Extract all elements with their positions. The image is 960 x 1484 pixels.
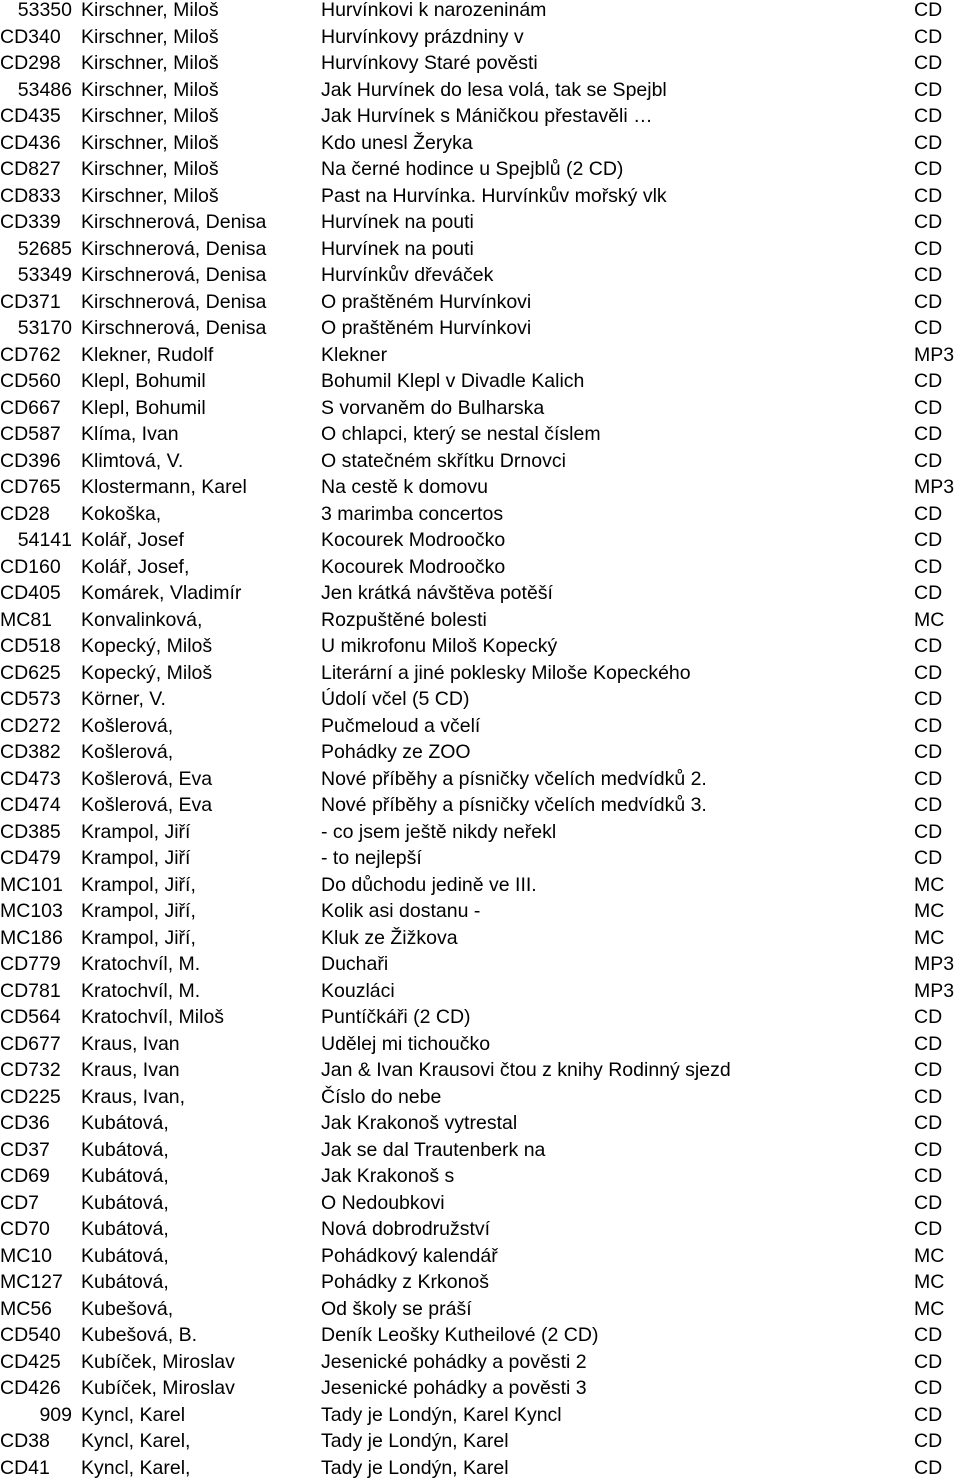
list-item: [0, 663, 960, 690]
media-format: CD: [914, 769, 942, 789]
list-item: [0, 292, 960, 319]
catalog-code: CD435: [0, 106, 72, 126]
media-format: CD: [914, 451, 942, 471]
media-format: CD: [914, 636, 942, 656]
media-format: CD: [914, 106, 942, 126]
catalog-code: CD396: [0, 451, 72, 471]
media-format: MC: [914, 1299, 944, 1319]
media-format: CD: [914, 848, 942, 868]
list-item: [0, 398, 960, 425]
list-item: [0, 133, 960, 160]
list-item: [0, 901, 960, 928]
list-item: [0, 583, 960, 610]
list-item: [0, 610, 960, 637]
record-title: Puntíčkáři (2 CD): [321, 1007, 471, 1027]
record-title: Kocourek Modroočko: [321, 530, 505, 550]
author-name: Kirschnerová, Denisa: [81, 212, 266, 232]
list-item: [0, 1219, 960, 1246]
record-title: Udělej mi tichoučko: [321, 1034, 490, 1054]
record-title: Pučmeloud a včelí: [321, 716, 480, 736]
catalog-code: CD587: [0, 424, 72, 444]
author-name: Kokoška,: [81, 504, 161, 524]
media-format: CD: [914, 1193, 942, 1213]
list-item: [0, 954, 960, 981]
list-item: [0, 1405, 960, 1432]
media-format: CD: [914, 27, 942, 47]
author-name: Kirschner, Miloš: [81, 53, 219, 73]
author-name: Kubešová,: [81, 1299, 173, 1319]
list-item: [0, 1431, 960, 1458]
record-title: O chlapci, který se nestal číslem: [321, 424, 601, 444]
media-format: CD: [914, 159, 942, 179]
author-name: Kratochvíl, M.: [81, 954, 200, 974]
catalog-code: CD762: [0, 345, 72, 365]
catalog-code: CD225: [0, 1087, 72, 1107]
author-name: Kratochvíl, M.: [81, 981, 200, 1001]
record-title: Literární a jiné poklesky Miloše Kopeckého: [321, 663, 691, 683]
catalog-code: CD298: [0, 53, 72, 73]
media-format: CD: [914, 1087, 942, 1107]
author-name: Kirschner, Miloš: [81, 106, 219, 126]
author-name: Komárek, Vladimír: [81, 583, 241, 603]
list-item: [0, 186, 960, 213]
list-item: [0, 53, 960, 80]
media-format: CD: [914, 742, 942, 762]
list-item: [0, 716, 960, 743]
record-title: Od školy se práší: [321, 1299, 472, 1319]
record-title: Kocourek Modroočko: [321, 557, 505, 577]
media-format: CD: [914, 1007, 942, 1027]
media-format: MC: [914, 1272, 944, 1292]
author-name: Kirschner, Miloš: [81, 0, 219, 20]
author-name: Kubátová,: [81, 1166, 169, 1186]
media-format: CD: [914, 663, 942, 683]
media-format: CD: [914, 504, 942, 524]
media-format: CD: [914, 583, 942, 603]
catalog-code: CD564: [0, 1007, 72, 1027]
author-name: Kirschner, Miloš: [81, 159, 219, 179]
author-name: Kirschnerová, Denisa: [81, 318, 266, 338]
record-title: Pohádky ze ZOO: [321, 742, 471, 762]
record-title: Na černé hodince u Spejblů (2 CD): [321, 159, 623, 179]
record-title: O statečném skřítku Drnovci: [321, 451, 566, 471]
catalog-code: CD436: [0, 133, 72, 153]
record-title: Rozpuštěné bolesti: [321, 610, 487, 630]
media-format: CD: [914, 292, 942, 312]
record-title: Číslo do nebe: [321, 1087, 441, 1107]
catalog-code: CD474: [0, 795, 72, 815]
catalog-code: CD540: [0, 1325, 72, 1345]
record-title: Jak Krakonoš vytrestal: [321, 1113, 517, 1133]
list-item: [0, 636, 960, 663]
list-item: [0, 1060, 960, 1087]
list-item: [0, 1352, 960, 1379]
record-title: Past na Hurvínka. Hurvínkův mořský vlk: [321, 186, 667, 206]
media-format: CD: [914, 212, 942, 232]
author-name: Kirschner, Miloš: [81, 27, 219, 47]
author-name: Kopecký, Miloš: [81, 663, 212, 683]
author-name: Klostermann, Karel: [81, 477, 247, 497]
author-name: Krampol, Jiří,: [81, 875, 196, 895]
media-format: CD: [914, 424, 942, 444]
media-format: MC: [914, 875, 944, 895]
catalog-code: 53170: [0, 318, 72, 338]
media-format: CD: [914, 1458, 942, 1478]
author-name: Kraus, Ivan,: [81, 1087, 185, 1107]
record-title: Jen krátká návštěva potěší: [321, 583, 553, 603]
record-title: Na cestě k domovu: [321, 477, 488, 497]
media-format: MP3: [914, 954, 954, 974]
media-format: MP3: [914, 345, 954, 365]
list-item: [0, 1246, 960, 1273]
record-title: Tady je Londýn, Karel: [321, 1431, 509, 1451]
author-name: Krampol, Jiří: [81, 822, 190, 842]
record-title: Deník Leošky Kutheilové (2 CD): [321, 1325, 598, 1345]
media-format: CD: [914, 822, 942, 842]
catalog-code: 53349: [0, 265, 72, 285]
record-title: - to nejlepší: [321, 848, 422, 868]
catalog-code: CD382: [0, 742, 72, 762]
author-name: Košlerová, Eva: [81, 795, 212, 815]
record-title: Nové příběhy a písničky včelích medvídků 3.: [321, 795, 707, 815]
catalog-code: CD385: [0, 822, 72, 842]
catalog-code: MC127: [0, 1272, 72, 1292]
media-format: CD: [914, 716, 942, 736]
list-item: [0, 265, 960, 292]
media-format: CD: [914, 795, 942, 815]
author-name: Košlerová,: [81, 742, 173, 762]
record-title: Kdo unesl Žeryka: [321, 133, 473, 153]
list-item: [0, 504, 960, 531]
author-name: Krampol, Jiří,: [81, 901, 196, 921]
author-name: Kraus, Ivan: [81, 1060, 180, 1080]
list-item: [0, 1113, 960, 1140]
record-title: Kluk ze Žižkova: [321, 928, 458, 948]
list-item: [0, 689, 960, 716]
catalog-code: CD70: [0, 1219, 72, 1239]
author-name: Kubíček, Miroslav: [81, 1352, 235, 1372]
catalog-code: CD405: [0, 583, 72, 603]
record-title: O Nedoubkovi: [321, 1193, 445, 1213]
catalog-code: MC56: [0, 1299, 72, 1319]
media-format: CD: [914, 1405, 942, 1425]
author-name: Kubátová,: [81, 1219, 169, 1239]
author-name: Kyncl, Karel: [81, 1405, 185, 1425]
list-item: [0, 530, 960, 557]
author-name: Kirschner, Miloš: [81, 133, 219, 153]
catalog-code: CD69: [0, 1166, 72, 1186]
list-item: [0, 345, 960, 372]
record-title: Tady je Londýn, Karel Kyncl: [321, 1405, 562, 1425]
media-format: CD: [914, 530, 942, 550]
author-name: Kubešová, B.: [81, 1325, 197, 1345]
record-title: Do důchodu jedině ve III.: [321, 875, 537, 895]
list-item: [0, 424, 960, 451]
record-title: Hurvínkovy Staré pověsti: [321, 53, 538, 73]
author-name: Košlerová, Eva: [81, 769, 212, 789]
record-title: Hurvínkův dřeváček: [321, 265, 493, 285]
record-title: S vorvaněm do Bulharska: [321, 398, 544, 418]
record-title: Údolí včel (5 CD): [321, 689, 469, 709]
author-name: Klimtová, V.: [81, 451, 183, 471]
media-format: MC: [914, 1246, 944, 1266]
catalog-code: MC101: [0, 875, 72, 895]
media-format: CD: [914, 1034, 942, 1054]
record-title: Jesenické pohádky a pověsti 3: [321, 1378, 587, 1398]
catalog-code: CD625: [0, 663, 72, 683]
catalog-code: MC10: [0, 1246, 72, 1266]
list-item: [0, 1087, 960, 1114]
catalog-code: 909: [0, 1405, 72, 1425]
media-format: CD: [914, 1140, 942, 1160]
author-name: Kopecký, Miloš: [81, 636, 212, 656]
list-item: [0, 477, 960, 504]
media-format: CD: [914, 1378, 942, 1398]
list-item: [0, 159, 960, 186]
catalog-code: CD473: [0, 769, 72, 789]
catalog-code: 52685: [0, 239, 72, 259]
media-format: CD: [914, 689, 942, 709]
catalog-code: CD833: [0, 186, 72, 206]
list-item: [0, 1140, 960, 1167]
catalog-code: 54141: [0, 530, 72, 550]
record-title: Pohádky z Krkonoš: [321, 1272, 489, 1292]
record-title: Kouzláci: [321, 981, 395, 1001]
record-title: - co jsem ještě nikdy neřekl: [321, 822, 556, 842]
list-item: [0, 557, 960, 584]
media-format: CD: [914, 1352, 942, 1372]
author-name: Kubátová,: [81, 1140, 169, 1160]
record-title: Duchaři: [321, 954, 388, 974]
media-format: CD: [914, 371, 942, 391]
media-format: MC: [914, 901, 944, 921]
list-item: [0, 769, 960, 796]
catalog-code: CD425: [0, 1352, 72, 1372]
record-title: Jak Hurvínek s Máničkou přestavěli …: [321, 106, 653, 126]
catalog-code: CD560: [0, 371, 72, 391]
media-format: CD: [914, 186, 942, 206]
catalog-code: CD160: [0, 557, 72, 577]
author-name: Kubíček, Miroslav: [81, 1378, 235, 1398]
author-name: Klíma, Ivan: [81, 424, 179, 444]
author-name: Körner, V.: [81, 689, 166, 709]
media-format: MC: [914, 928, 944, 948]
record-title: Jak Hurvínek do lesa volá, tak se Spejbl: [321, 80, 667, 100]
list-item: [0, 318, 960, 345]
catalog-code: CD765: [0, 477, 72, 497]
author-name: Kubátová,: [81, 1113, 169, 1133]
catalog-code: CD479: [0, 848, 72, 868]
list-item: [0, 1166, 960, 1193]
catalog-code: CD827: [0, 159, 72, 179]
author-name: Klekner, Rudolf: [81, 345, 213, 365]
catalog-code: CD7: [0, 1193, 72, 1213]
record-title: U mikrofonu Miloš Kopecký: [321, 636, 557, 656]
author-name: Konvalinková,: [81, 610, 202, 630]
media-format: CD: [914, 80, 942, 100]
author-name: Klepl, Bohumil: [81, 371, 206, 391]
record-title: Hurvínkovy prázdniny v: [321, 27, 524, 47]
media-format: CD: [914, 318, 942, 338]
author-name: Kubátová,: [81, 1193, 169, 1213]
catalog-code: CD41: [0, 1458, 72, 1478]
media-format: CD: [914, 133, 942, 153]
list-item: [0, 981, 960, 1008]
media-format: CD: [914, 265, 942, 285]
media-format: CD: [914, 1431, 942, 1451]
catalog-code: 53350: [0, 0, 72, 20]
catalog-code: CD677: [0, 1034, 72, 1054]
list-item: [0, 0, 960, 27]
record-title: Klekner: [321, 345, 387, 365]
record-title: Jan & Ivan Krausovi čtou z knihy Rodinný sjezd: [321, 1060, 731, 1080]
catalog-code: CD573: [0, 689, 72, 709]
catalog-code: CD371: [0, 292, 72, 312]
catalog-code: CD518: [0, 636, 72, 656]
media-format: CD: [914, 1325, 942, 1345]
record-title: Jesenické pohádky a pověsti 2: [321, 1352, 587, 1372]
record-title: Nové příběhy a písničky včelích medvídků 2.: [321, 769, 707, 789]
author-name: Kirschner, Miloš: [81, 186, 219, 206]
author-name: Kyncl, Karel,: [81, 1431, 190, 1451]
list-item: [0, 795, 960, 822]
list-item: [0, 1034, 960, 1061]
media-format: CD: [914, 53, 942, 73]
catalog-code: CD426: [0, 1378, 72, 1398]
list-item: [0, 1458, 960, 1484]
media-format: CD: [914, 239, 942, 259]
list-item: [0, 742, 960, 769]
list-item: [0, 1193, 960, 1220]
media-format: CD: [914, 1060, 942, 1080]
list-item: [0, 848, 960, 875]
media-format: CD: [914, 398, 942, 418]
catalog-code: CD37: [0, 1140, 72, 1160]
catalog-code: MC186: [0, 928, 72, 948]
media-format: MC: [914, 610, 944, 630]
author-name: Kirschner, Miloš: [81, 80, 219, 100]
media-format: MP3: [914, 981, 954, 1001]
record-title: Pohádkový kalendář: [321, 1246, 498, 1266]
media-format: CD: [914, 557, 942, 577]
author-name: Kolář, Josef: [81, 530, 184, 550]
record-title: Hurvínkovi k narozeninám: [321, 0, 546, 20]
author-name: Kirschnerová, Denisa: [81, 265, 266, 285]
list-item: [0, 239, 960, 266]
catalog-code: MC81: [0, 610, 72, 630]
author-name: Kubátová,: [81, 1272, 169, 1292]
catalog-code: CD732: [0, 1060, 72, 1080]
media-format: CD: [914, 1113, 942, 1133]
catalog-code: CD38: [0, 1431, 72, 1451]
record-title: Jak se dal Trautenberk na: [321, 1140, 545, 1160]
author-name: Kraus, Ivan: [81, 1034, 180, 1054]
list-item: [0, 1378, 960, 1405]
catalog-code: MC103: [0, 901, 72, 921]
list-item: [0, 822, 960, 849]
author-name: Kirschnerová, Denisa: [81, 292, 266, 312]
list-item: [0, 212, 960, 239]
record-title: Jak Krakonoš s: [321, 1166, 454, 1186]
author-name: Košlerová,: [81, 716, 173, 736]
list-item: [0, 106, 960, 133]
list-item: [0, 451, 960, 478]
author-name: Kubátová,: [81, 1246, 169, 1266]
record-title: Kolik asi dostanu -: [321, 901, 480, 921]
record-title: Bohumil Klepl v Divadle Kalich: [321, 371, 584, 391]
list-item: [0, 27, 960, 54]
list-item: [0, 371, 960, 398]
catalog-code: 53486: [0, 80, 72, 100]
list-item: [0, 875, 960, 902]
author-name: Kyncl, Karel,: [81, 1458, 190, 1478]
author-name: Kratochvíl, Miloš: [81, 1007, 224, 1027]
catalog-code: CD667: [0, 398, 72, 418]
author-name: Krampol, Jiří,: [81, 928, 196, 948]
record-title: Tady je Londýn, Karel: [321, 1458, 509, 1478]
record-title: Nová dobrodružství: [321, 1219, 490, 1239]
list-item: [0, 1325, 960, 1352]
catalog-code: CD340: [0, 27, 72, 47]
media-format: CD: [914, 0, 942, 20]
record-title: O praštěném Hurvínkovi: [321, 292, 531, 312]
author-name: Krampol, Jiří: [81, 848, 190, 868]
list-item: [0, 1007, 960, 1034]
catalog-code: CD339: [0, 212, 72, 232]
record-title: 3 marimba concertos: [321, 504, 503, 524]
catalog-code: CD781: [0, 981, 72, 1001]
catalog-code: CD28: [0, 504, 72, 524]
list-item: [0, 928, 960, 955]
author-name: Klepl, Bohumil: [81, 398, 206, 418]
catalog-code: CD272: [0, 716, 72, 736]
catalog-code: CD36: [0, 1113, 72, 1133]
catalog-code: CD779: [0, 954, 72, 974]
media-format: CD: [914, 1219, 942, 1239]
author-name: Kirschnerová, Denisa: [81, 239, 266, 259]
record-title: Hurvínek na pouti: [321, 212, 474, 232]
record-title: O praštěném Hurvínkovi: [321, 318, 531, 338]
media-format: MP3: [914, 477, 954, 497]
media-format: CD: [914, 1166, 942, 1186]
list-item: [0, 1272, 960, 1299]
list-item: [0, 80, 960, 107]
list-item: [0, 1299, 960, 1326]
record-title: Hurvínek na pouti: [321, 239, 474, 259]
author-name: Kolář, Josef,: [81, 557, 189, 577]
